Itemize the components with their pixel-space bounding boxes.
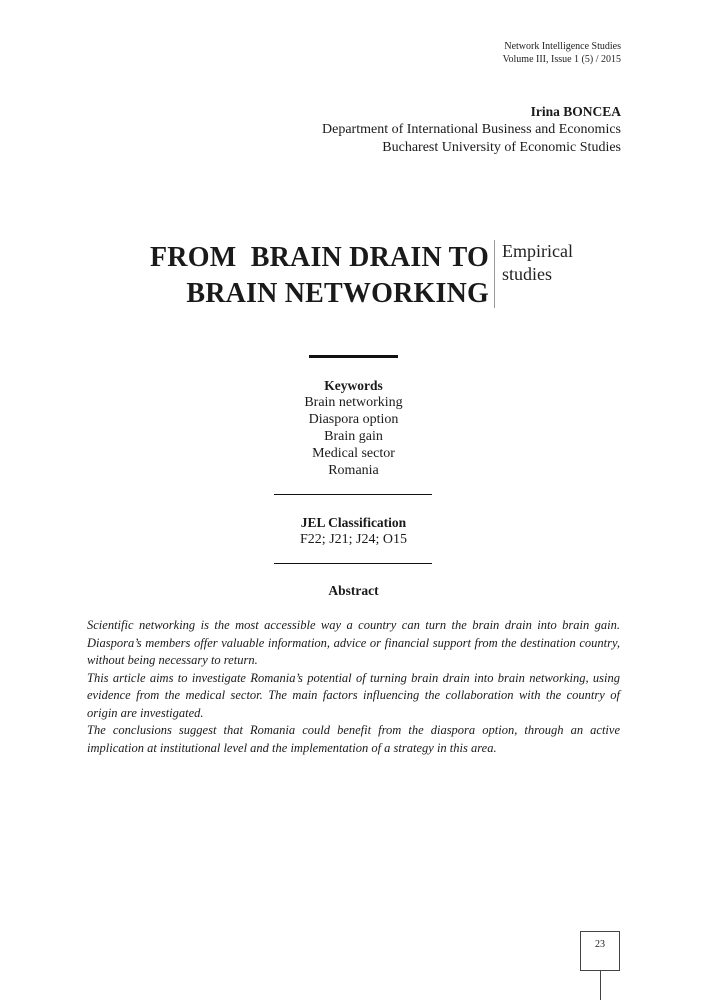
author-department: Department of International Business and Economics [322,122,621,137]
jel-codes: F22; J21; J24; O15 [300,532,407,547]
jel-section [0,514,707,548]
keywords-bottom-rule [274,494,432,495]
keyword-item: Brain gain [324,429,383,444]
page-number-line [600,971,601,1000]
author-block [322,103,621,157]
keywords-top-rule [309,355,398,358]
abstract-paragraph: This article aims to investigate Romania’s potential of turning brain drain into brain networking, using evidence from the medical sector. The main factors influencing the collaboration with the country of origin are investigated. [87,670,620,720]
article-title-line-1: FROM BRAIN DRAIN TO [150,242,489,273]
article-category-line-1: Empirical [502,241,573,261]
keyword-item: Diaspora option [308,412,399,427]
keyword-item: Brain networking [304,395,403,410]
journal-issue: Volume III, Issue 1 (5) / 2015 [502,54,621,65]
journal-header [503,40,621,66]
author-name: Irina BONCEA [530,104,621,119]
author-university: Bucharest University of Economic Studies [382,140,621,155]
jel-heading: JEL Classification [300,515,407,530]
journal-name: Network Intelligence Studies [504,41,621,52]
abstract-paragraph: Scientific networking is the most accessible way a country can turn the brain drain into brain gain. Diaspora’s members offer valuable information, advice or financial support from the destination country, without being necessary to return. [87,618,620,667]
article-category-line-2: studies [502,264,553,284]
article-category [502,240,573,286]
abstract-heading: Abstract [328,583,379,598]
keyword-item: Medical sector [312,446,395,461]
keyword-item: Romania [328,463,379,478]
page-number: 23 [580,931,620,971]
keywords-heading: Keywords [324,378,383,393]
abstract-paragraph: The conclusions suggest that Romania could benefit from the diaspora option, through an active implication at institutional level and the implementation of a strategy in this area. [87,723,620,755]
title-divider [494,240,495,308]
article-title [150,240,489,312]
article-title-line-2: BRAIN NETWORKING [186,278,489,309]
jel-bottom-rule [274,563,432,564]
keywords-section [0,377,707,479]
abstract-body [87,617,620,757]
